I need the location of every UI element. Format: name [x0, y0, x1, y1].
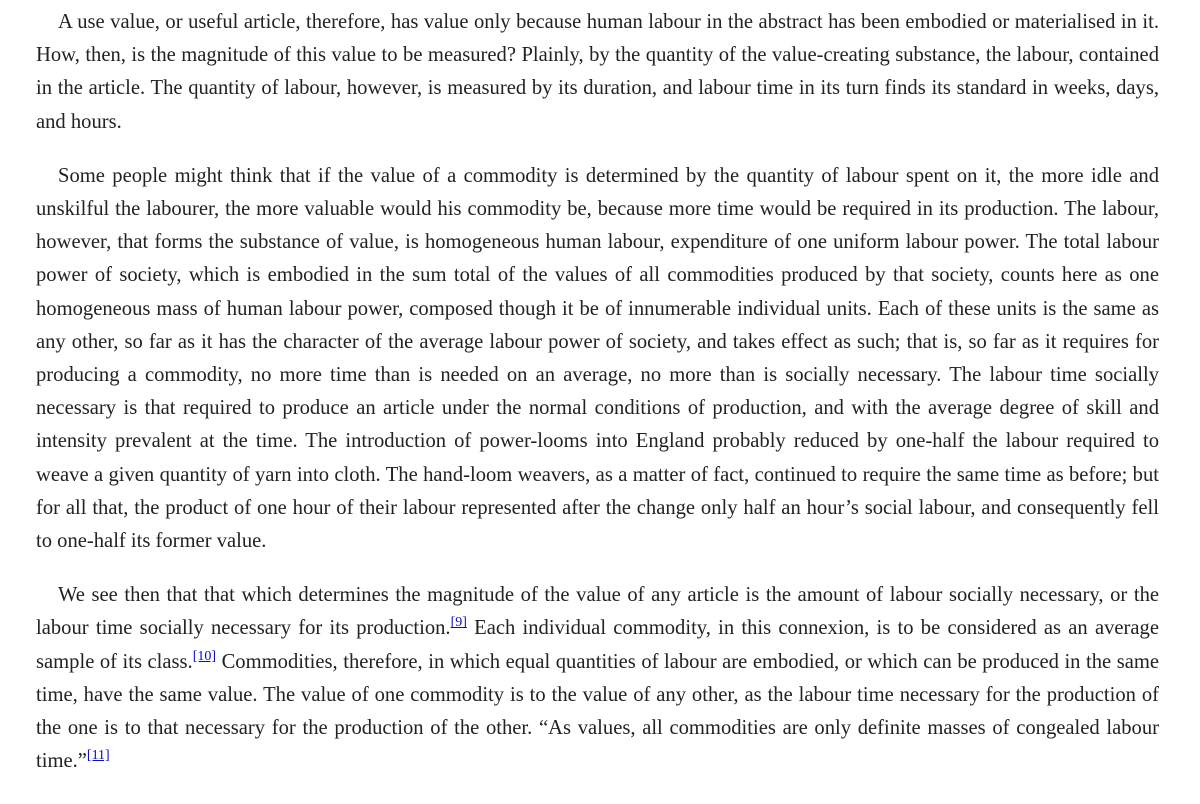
footnote-link-9[interactable]: [9]	[450, 615, 467, 631]
paragraph-1-text: A use value, or useful article, therefore, has value only because human labour in the abstract has been embodied or materialised in it. How, then, is the magnitude of this value to be measured? Plainly, by the quantity of the value-creating substance, the labour, contained in the article. The quantity of labour, however, is measured by its duration, and labour time in its turn finds its standard in weeks, days, and hours.	[36, 11, 1159, 133]
paragraph-3	[36, 579, 1159, 778]
footnote-link-11[interactable]: [11]	[86, 748, 110, 764]
paragraph-2	[36, 160, 1159, 558]
paragraph-2-text: Some people might think that if the value of a commodity is determined by the quantity of labour spent on it, the more idle and unskilful the labourer, the more valuable would his commodity be, because more time would be required in its production. The labour, however, that forms the substance of value, is homogeneous human labour, expenditure of one uniform labour power. The total labour power of society, which is embodied in the sum total of the values of all commodities produced by that society, counts here as one homogeneous mass of human labour power, composed though it be of innumerable individual units. Each of these units is the same as any other, so far as it has the character of the average labour power of society, and takes effect as such; that is, so far as it requires for producing a commodity, no more time than is needed on an average, no more than is socially necessary. The labour time socially necessary is that required to produce an article under the normal conditions of production, and with the average degree of skill and intensity prevalent at the time. The introduction of power-looms into England probably reduced by one-half the labour required to weave a given quantity of yarn into cloth. The hand-loom weavers, as a matter of fact, continued to require the same time as before; but for all that, the product of one hour of their labour represented after the change only half an hour’s social labour, and consequently fell to one-half its former value.	[36, 164, 1159, 553]
footnote-ref-9	[451, 615, 467, 630]
footnote-ref-11	[87, 748, 110, 763]
footnote-link-10[interactable]: [10]	[192, 648, 217, 664]
paragraph-3-text-part-2: Each individual commodity, in this connexion, is to be considered as an average sample of its class.	[36, 617, 1159, 673]
document-text	[36, 6, 1159, 799]
paragraph-3-text-part-1: We see then that that which determines the magnitude of the value of any article is the amount of labour socially necessary, or the labour time socially necessary for its production.	[36, 584, 1159, 640]
paragraph-3-text-part-3: Commodities, therefore, in which equal quantities of labour are embodied, or which can be produced in the same time, have the same value. The value of one commodity is to the value of any other, as the labour time necessary for the production of the one is to that necessary for the production of the other. “As values, all commodities are only definite masses of congealed labour time.”	[36, 650, 1160, 773]
footnote-ref-10	[193, 649, 216, 664]
paragraph-1	[36, 6, 1159, 139]
